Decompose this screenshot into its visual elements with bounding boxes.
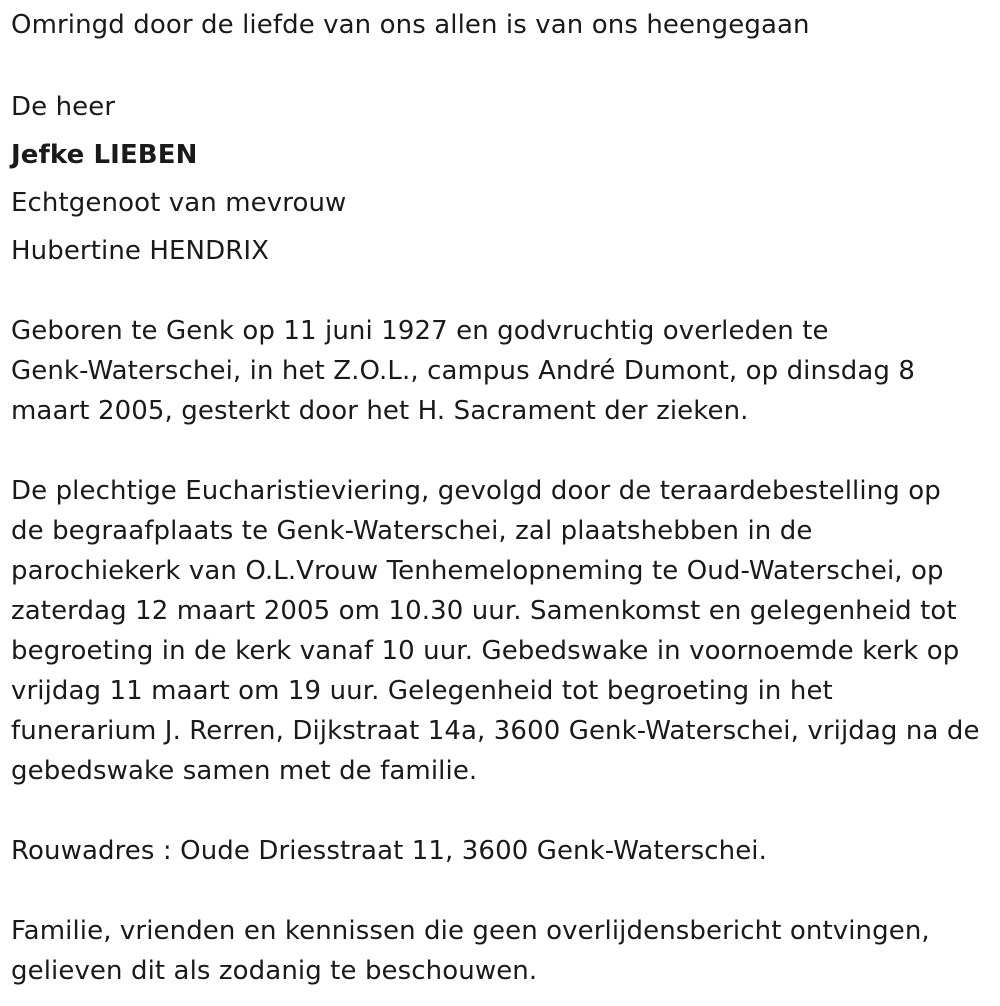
- paragraph-line: maart 2005, gesterkt door het H. Sacrament der zieken.: [11, 396, 749, 426]
- paragraph-line: gelieven dit als zodanig te beschouwen.: [11, 956, 538, 986]
- paragraph-line: De plechtige Eucharistieviering, gevolgd door de teraardebestelling op: [11, 476, 941, 506]
- paragraph-line: Familie, vrienden en kennissen die geen overlijdensbericht ontvingen,: [11, 916, 930, 946]
- paragraph-line: funerarium J. Rerren, Dijkstraat 14a, 3600 Genk-Waterschei, vrijdag na de: [11, 716, 980, 746]
- spouse-label: Echtgenoot van mevrouw: [11, 188, 347, 218]
- mourning-address: Rouwadres : Oude Driesstraat 11, 3600 Genk-Waterschei.: [11, 836, 767, 866]
- intro-text: Omringd door de liefde van ons allen is van ons heengegaan: [11, 10, 810, 40]
- paragraph-line: de begraafplaats te Genk-Waterschei, zal plaatshebben in de: [11, 516, 813, 546]
- paragraph-line: vrijdag 11 maart om 19 uur. Gelegenheid tot begroeting in het: [11, 676, 833, 706]
- paragraph-line: begroeting in de kerk vanaf 10 uur. Gebedswake in voornoemde kerk op: [11, 636, 960, 666]
- paragraph-line: gebedswake samen met de familie.: [11, 756, 478, 786]
- spouse-name: Hubertine HENDRIX: [11, 236, 270, 266]
- deceased-name: Jefke LIEBEN: [11, 140, 198, 170]
- paragraph-line: zaterdag 12 maart 2005 om 10.30 uur. Samenkomst en gelegenheid tot: [11, 596, 957, 626]
- paragraph-line: Geboren te Genk op 11 juni 1927 en godvruchtig overleden te: [11, 316, 829, 346]
- paragraph-line: Genk-Waterschei, in het Z.O.L., campus André Dumont, op dinsdag 8: [11, 356, 915, 386]
- paragraph-line: parochiekerk van O.L.Vrouw Tenhemelopneming te Oud-Waterschei, op: [11, 556, 944, 586]
- title-prefix: De heer: [11, 92, 116, 122]
